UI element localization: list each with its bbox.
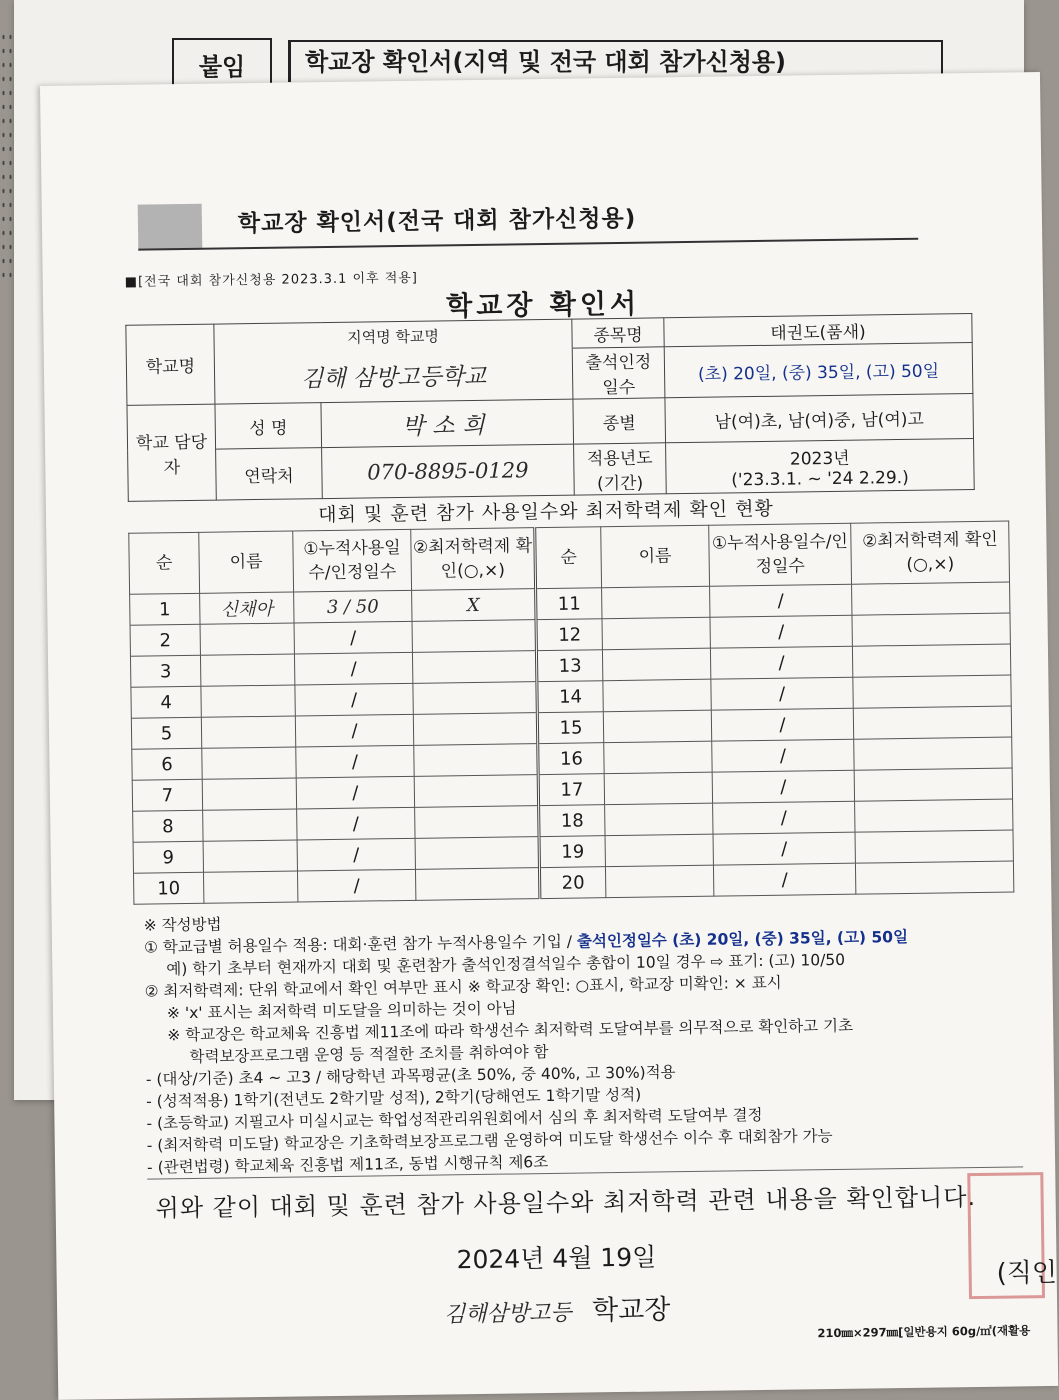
- row-check: [855, 861, 1013, 894]
- row-days: /: [295, 683, 413, 716]
- principal-school: 김해삼방고등: [443, 1300, 572, 1328]
- issue-date: 2024년 4월 19일: [456, 1242, 657, 1275]
- period-year: 2023년: [789, 448, 850, 470]
- note-line-9: - (성적적용) 1학기(전년도 2학기말 성적), 2학기(당해연도 1학기말 성적): [146, 1085, 642, 1111]
- note-line-8: - (대상/기준) 초4 ~ 고3 / 해당학년 과목평균(초 50%, 중 40%, 고 30%)적용: [145, 1063, 676, 1089]
- row-name: [603, 679, 711, 712]
- period-cell: [666, 439, 975, 494]
- attendance-value: (초) 20일, (중) 35일, (고) 50일: [664, 343, 973, 398]
- period-label: 적용년도 (기간): [574, 443, 667, 495]
- section-title: 대회 및 훈련 참가 사용일수와 최저학력제 확인 현황: [318, 497, 774, 527]
- row-name: [200, 654, 294, 686]
- row-days: /: [296, 745, 414, 778]
- row-check: [415, 837, 539, 870]
- header-underline: [138, 238, 918, 251]
- form-title: 학교장 확인서: [445, 288, 641, 323]
- row-check: [413, 682, 537, 715]
- row-number: 10: [134, 872, 204, 904]
- attendance-label: 출석인정 일수: [572, 347, 665, 399]
- row-days: /: [297, 869, 415, 902]
- row-check: [854, 737, 1012, 770]
- row-name: [605, 865, 713, 898]
- row-check: [412, 620, 536, 653]
- event-label: 종목명: [572, 318, 664, 348]
- row-name: [202, 778, 296, 810]
- row-name: [602, 586, 710, 619]
- row-name: [202, 747, 296, 779]
- row-check: [413, 713, 537, 746]
- row-days: /: [710, 646, 852, 679]
- category-label: 종별: [573, 398, 666, 444]
- row-number: 9: [133, 841, 203, 873]
- row-number: 13: [536, 650, 602, 682]
- row-check: [414, 744, 538, 777]
- row-number: 6: [132, 748, 202, 780]
- row-number: 20: [539, 867, 605, 899]
- row-check: [415, 868, 539, 901]
- row-number: 18: [539, 805, 605, 837]
- col-header: ②최저학력제 확인(○,×): [411, 528, 536, 591]
- col-header: 이름: [601, 525, 710, 588]
- row-days: /: [713, 832, 855, 865]
- name-label: 성 명: [215, 403, 322, 449]
- note-line-11: - (최저학력 미도달) 학교장은 기초학력보장프로그램 운영하여 미도달 학생선수 이수 후 대회참가 가능: [146, 1127, 833, 1155]
- row-days: /: [713, 863, 855, 896]
- region-school-label: 지역명 학교명: [214, 319, 572, 353]
- row-number: 5: [131, 717, 201, 749]
- row-days: 3 / 50: [294, 590, 412, 623]
- row-check: [412, 651, 536, 684]
- row-check: [853, 675, 1011, 708]
- row-days: /: [294, 652, 412, 685]
- note-line-3: 예) 학기 초부터 현재까지 대회 및 훈련참가 출석인정결석일수 총합이 10일 경우 ⇨ 표기: (고) 10/50: [166, 950, 846, 979]
- background-pattern: [0, 30, 14, 280]
- header-title: 학교장 확인서(전국 대회 참가신청용): [237, 205, 637, 238]
- col-header: ②최저학력제 확인(○,×): [851, 521, 1010, 584]
- row-days: /: [296, 776, 414, 809]
- row-number: 12: [536, 619, 602, 651]
- row-name: [203, 871, 297, 903]
- col-header: ①누적사용일수/인정일수: [293, 529, 412, 592]
- paper-spec: 210㎜×297㎜[일반용지 60g/㎡(재활용: [817, 1323, 1031, 1341]
- row-check: [852, 582, 1010, 615]
- note-line-10: - (초등학교) 지필고사 미실시교는 학업성적관리위원회에서 심의 후 최저학력 도달여부 결정: [146, 1106, 763, 1133]
- row-days: /: [711, 708, 853, 741]
- name-value: 박소희: [321, 399, 574, 448]
- row-name: [603, 710, 711, 743]
- note-line-6: ※ 학교장은 학교체육 진흥법 제11조에 따라 학생선수 최저학력 도달여부를 의무적으로 확인하고 기초: [167, 1016, 854, 1045]
- form-note: ■[전국 대회 참가신청용 2023.3.1 이후 적용]: [124, 270, 419, 290]
- back-form-title: 학교장 확인서(지역 및 전국 대회 참가신청용): [288, 40, 943, 82]
- col-header: ①누적사용일수/인정일수: [709, 523, 852, 586]
- row-name: [605, 834, 713, 867]
- contact-label: 연락처: [216, 448, 323, 500]
- row-check: [853, 706, 1011, 739]
- row-name: [602, 648, 710, 681]
- instructions: [144, 902, 1048, 1179]
- note-highlight: 출석인정일수 (초) 20일, (중) 35일, (고) 50일: [576, 927, 909, 951]
- row-number: 15: [537, 712, 603, 744]
- period-range: ('23.3.1. ~ '24 2.29.): [731, 467, 909, 490]
- row-days: /: [712, 739, 854, 772]
- col-header: 순: [129, 532, 200, 594]
- row-number: 16: [538, 743, 604, 775]
- row-check: [855, 799, 1013, 832]
- participation-table: [128, 521, 1014, 905]
- row-number: 4: [131, 686, 201, 718]
- row-name: [605, 803, 713, 836]
- category-value: 남(여)초, 남(여)중, 남(여)고: [665, 394, 974, 443]
- event-value: 태권도(품새): [664, 314, 972, 347]
- row-check: [415, 806, 539, 839]
- row-check: [852, 613, 1010, 646]
- row-days: /: [294, 621, 412, 654]
- row-number: 1: [130, 593, 200, 625]
- row-number: 19: [539, 836, 605, 868]
- row-days: /: [297, 807, 415, 840]
- row-number: 8: [133, 810, 203, 842]
- school-label: 학교명: [126, 324, 215, 405]
- row-number: 2: [130, 624, 200, 656]
- row-name: [201, 716, 295, 748]
- note-line-12: - (관련법령) 학교체육 진흥법 제11조, 동법 시행규칙 제6조: [146, 1153, 549, 1177]
- col-header: 순: [535, 527, 602, 589]
- school-info-table: [125, 313, 974, 502]
- row-check: [414, 775, 538, 808]
- row-days: /: [713, 801, 855, 834]
- row-check: [855, 830, 1013, 863]
- row-check: [852, 644, 1010, 677]
- principal-title: 학교장: [591, 1294, 671, 1327]
- attachment-tag: 붙임: [172, 38, 272, 90]
- row-number: 17: [538, 774, 604, 806]
- row-number: 7: [132, 779, 202, 811]
- note-line-5: ※ 'x' 표시는 최저학력 미도달을 의미하는 것이 아님: [166, 999, 517, 1023]
- row-name: [203, 840, 297, 872]
- row-name: [604, 772, 712, 805]
- confirmation-text: 위와 같이 대회 및 훈련 참가 사용일수와 최저학력 관련 내용을 확인합니다.: [155, 1183, 977, 1223]
- seal-label: (직인: [996, 1257, 1058, 1289]
- row-days: /: [710, 615, 852, 648]
- row-days: /: [295, 714, 413, 747]
- note-line-4: ② 최저학력제: 단위 학교에서 확인 여부만 표시 ※ 학교장 확인: ○표시, 학교장 미확인: × 표시: [144, 973, 782, 1001]
- col-header: 이름: [199, 531, 294, 593]
- header-block: [138, 204, 203, 251]
- row-number: 14: [537, 681, 603, 713]
- row-days: /: [710, 584, 852, 617]
- row-name: [604, 741, 712, 774]
- form-sheet: [40, 72, 1058, 1400]
- row-name: [602, 617, 710, 650]
- school-name-value: 김해 삼방고등학교: [214, 348, 573, 404]
- row-days: /: [711, 677, 853, 710]
- row-name: [200, 623, 294, 655]
- manager-label: 학교 담당자: [127, 404, 216, 501]
- contact-value: 070-8895-0129: [322, 444, 575, 499]
- row-number: 3: [130, 655, 200, 687]
- row-name: [201, 685, 295, 717]
- row-name: 신채아: [200, 592, 294, 624]
- row-name: [203, 809, 297, 841]
- note-line-7: 학력보장프로그램 운영 등 적절한 조치를 취하여야 함: [189, 1042, 549, 1067]
- row-days: /: [297, 838, 415, 871]
- notes-heading: ※ 작성방법: [143, 915, 222, 935]
- note-text: ① 학교급별 허용일수 적용: 대회·훈련 참가 누적사용일수 기입 /: [143, 932, 573, 957]
- row-number: 11: [536, 588, 602, 620]
- row-check: X: [412, 589, 536, 622]
- row-check: [854, 768, 1012, 801]
- row-days: /: [712, 770, 854, 803]
